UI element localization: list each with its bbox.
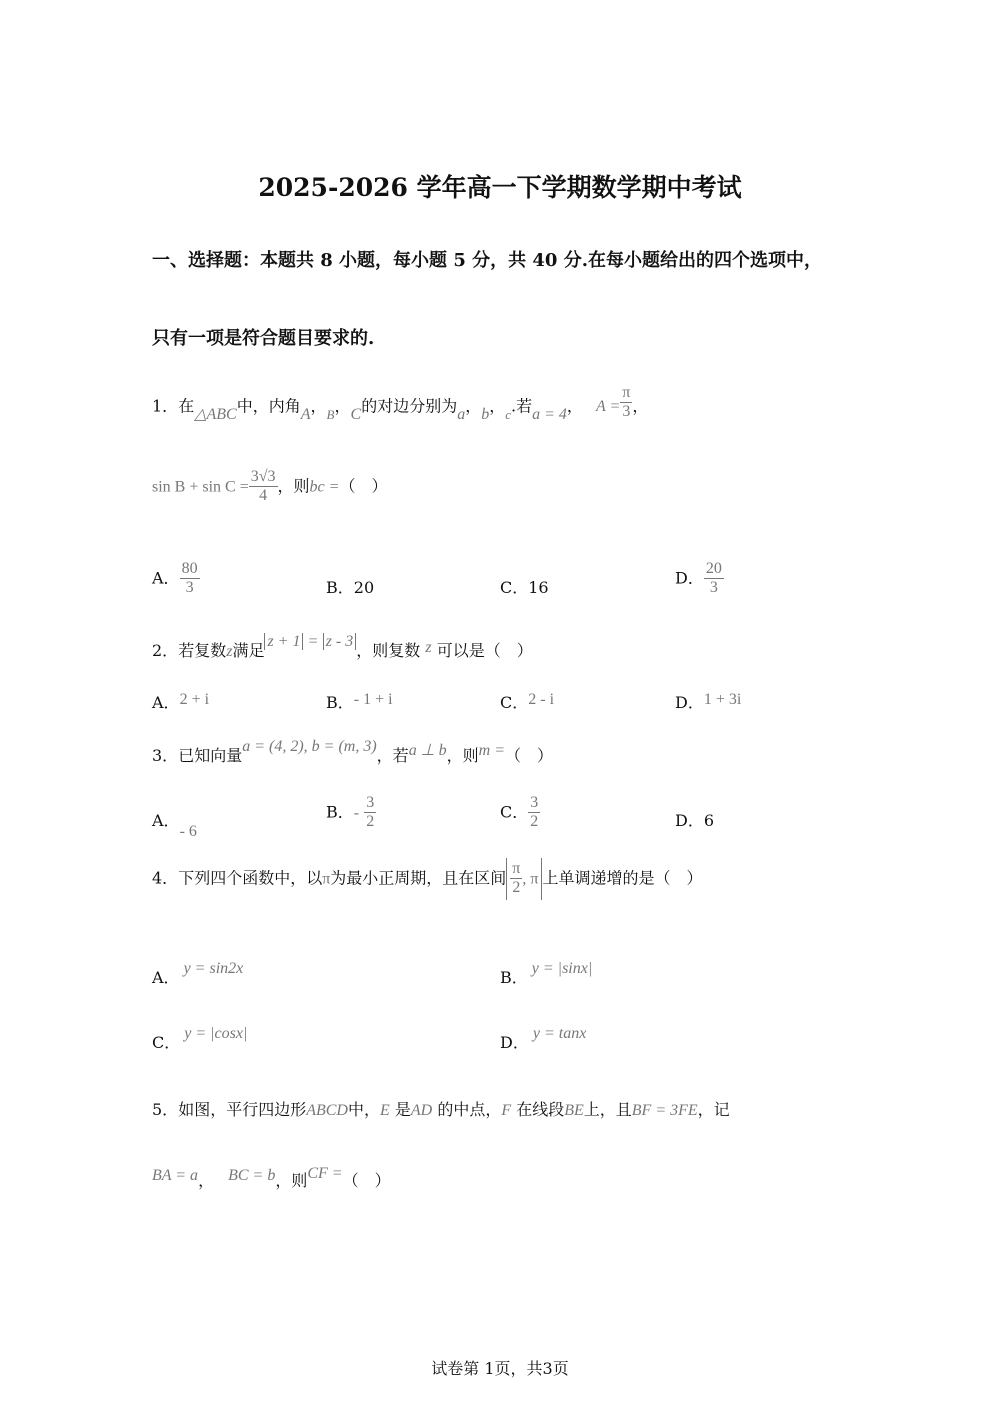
q4-option-a[interactable]: A． y = sin2x <box>152 960 244 987</box>
q2-option-d[interactable]: D．1 + 3i <box>675 691 742 712</box>
q1-option-c[interactable]: C．16 <box>500 578 549 597</box>
question-number: 3． <box>152 746 179 765</box>
question-5-line1: 5．如图，平行四边形ABCD中，E 是AD 的中点，F 在线段BE上，且BF = 3FE，记 <box>152 1100 730 1119</box>
q4-option-b[interactable]: B． y = |sinx| <box>500 960 593 987</box>
page-footer: 试卷第 1页，共3页 <box>431 1359 569 1378</box>
q2-option-c[interactable]: C．2 - i <box>500 691 555 712</box>
question-number: 5． <box>152 1100 179 1119</box>
question-3: 3．已知向量a = (4, 2), b = (m, 3)，若a ⊥ b，则m =（ ） <box>152 738 554 765</box>
q4-option-c[interactable]: C． y = |cosx| <box>152 1025 248 1052</box>
q3-option-b[interactable]: B．- $\frac{3}{2}$ <box>326 794 375 831</box>
fraction-3root3-over-4: $\frac{3√3}{4}$ <box>250 468 276 505</box>
question-4: 4．下列四个函数中，以π为最小正周期，且在区间 $\frac{\pi}{2}$ , π 上单调递增的是（ ） <box>152 858 702 900</box>
question-number: 4． <box>152 868 179 888</box>
question-1-line2: sin B + sin C = $\frac{3√3}{4}$ ，则bc =（ ） <box>152 468 388 505</box>
page-title: 2025-2026 学年高一下学期数学期中考试 <box>258 173 742 202</box>
question-1-line1: 1．在△ABC中，内角A，$_B$，C的对边分别为a，b，$_c$.若a = 4， A = $\frac{\pi}{3}$ ， <box>152 384 649 424</box>
q1-option-b[interactable]: B．20 <box>326 578 375 597</box>
interval: $\frac{\pi}{2}$ , π <box>506 858 542 900</box>
q3-option-d[interactable]: D．6 <box>675 811 715 830</box>
q1-option-a[interactable]: A． $\frac{80}{3}$ <box>152 560 198 597</box>
q4-option-d[interactable]: D． y = tanx <box>500 1025 587 1052</box>
q2-option-b[interactable]: B．- 1 + i <box>326 691 393 712</box>
question-2: 2．若复数z满足 z + 1 = z - 3 ，则复数 z 可以是（ ） <box>152 633 533 660</box>
q1-option-d[interactable]: D． $\frac{20}{3}$ <box>675 560 722 597</box>
q2-option-a[interactable]: A．2 + i <box>152 691 210 712</box>
q3-option-a[interactable]: A．- 6 <box>152 811 197 840</box>
question-number: 1． <box>152 396 179 416</box>
fraction-pi-over-3: $\frac{\pi}{3}$ <box>622 384 631 421</box>
question-number: 2． <box>152 641 179 660</box>
question-5-line2: BA = a， BC = b，则CF =（ ） <box>152 1165 391 1190</box>
section-heading-line1: 一、选择题：本题共 8 小题，每小题 5 分，共 40 分.在每小题给出的四个选项中， <box>152 250 822 271</box>
q3-option-c[interactable]: C． $\frac{3}{2}$ <box>500 794 539 831</box>
section-heading-line2: 只有一项是符合题目要求的. <box>152 328 375 349</box>
